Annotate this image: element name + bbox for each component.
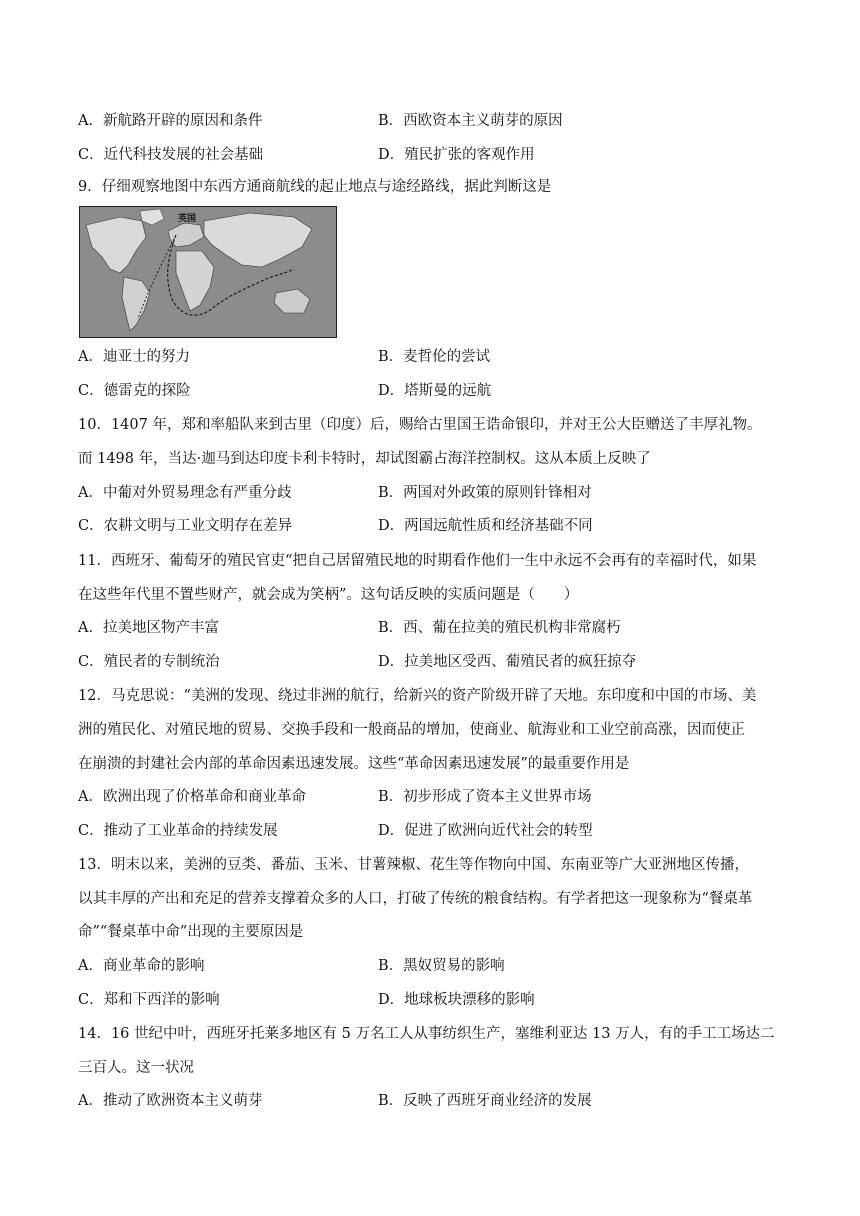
- q8-option-a[interactable]: A．新航路开辟的原因和条件: [78, 113, 263, 129]
- q10-stem-line1: 10．1407 年，郑和率船队来到古里（印度）后，赐给古里国王诰命银印，并对王公大臣赠送了丰厚礼物。: [78, 417, 762, 433]
- q11-option-c[interactable]: C．殖民者的专制统治: [78, 654, 220, 670]
- q12-stem-line1: 12．马克思说：“美洲的发现、绕过非洲的航行，给新兴的资产阶级开辟了天地。东印度和中国的市场、美: [78, 688, 757, 704]
- q12-stem-line3: 在崩溃的封建社会内部的革命因素迅速发展。这些“革命因素迅速发展”的最重要作用是: [78, 756, 630, 772]
- q11-stem-line1: 11．西班牙、葡萄牙的殖民官吏“把自己居留殖民地的时期看作他们一生中永远不会再有的幸福时代，如果: [78, 553, 757, 569]
- q10-option-a[interactable]: A．中葡对外贸易理念有严重分歧: [78, 485, 292, 501]
- map-label-england: 英国: [178, 214, 197, 224]
- q12-option-a[interactable]: A．欧洲出现了价格革命和商业革命: [78, 789, 306, 805]
- q12-option-c[interactable]: C．推动了工业革命的持续发展: [78, 823, 278, 839]
- q12-option-d[interactable]: D．促进了欧洲向近代社会的转型: [378, 823, 593, 839]
- q13-stem-line2: 以其丰厚的产出和充足的营养支撑着众多的人口，打破了传统的粮食结构。有学者把这一现象称为“餐桌革: [78, 891, 753, 907]
- q14-option-b[interactable]: B．反映了西班牙商业经济的发展: [378, 1093, 592, 1109]
- q12-stem-line2: 洲的殖民化、对殖民地的贸易、交换手段和一般商品的增加，使商业、航海业和工业空前高涨，因而使正: [78, 722, 745, 738]
- q13-stem-line1: 13．明末以来，美洲的豆类、番茄、玉米、甘薯辣椒、花生等作物向中国、东南亚等广大亚洲地区传播，: [78, 857, 749, 873]
- q14-stem-line2: 三百人。这一状况: [78, 1060, 194, 1076]
- q10-option-c[interactable]: C．农耕文明与工业文明存在差异: [78, 518, 293, 534]
- q11-option-a[interactable]: A．拉美地区物产丰富: [78, 620, 219, 636]
- q8-option-c[interactable]: C．近代科技发展的社会基础: [78, 147, 264, 163]
- world-map-figure: [79, 206, 337, 338]
- q13-option-c[interactable]: C．郑和下西洋的影响: [78, 992, 220, 1008]
- q12-option-b[interactable]: B．初步形成了资本主义世界市场: [378, 789, 592, 805]
- q11-stem-line2: 在这些年代里不置些财产，就会成为笑柄”。这句话反映的实质问题是（ ）: [78, 587, 579, 603]
- q13-stem-line3: 命”“餐桌革中命”出现的主要原因是: [78, 924, 304, 940]
- q13-option-d[interactable]: D．地球板块漂移的影响: [378, 992, 535, 1008]
- q10-stem-line2: 而 1498 年，当达·迦马到达印度卡利卡特时，却试图霸占海洋控制权。这从本质上反映了: [78, 451, 651, 467]
- q14-option-a[interactable]: A．推动了欧洲资本主义萌芽: [78, 1093, 263, 1109]
- q9-option-b[interactable]: B．麦哲伦的尝试: [378, 349, 491, 365]
- q8-option-d[interactable]: D．殖民扩张的客观作用: [378, 147, 535, 163]
- q8-option-b[interactable]: B．西欧资本主义萌芽的原因: [378, 113, 563, 129]
- q11-option-b[interactable]: B．西、葡在拉美的殖民机构非常腐朽: [378, 620, 621, 636]
- q11-option-d[interactable]: D．拉美地区受西、葡殖民者的疯狂掠夺: [378, 654, 637, 670]
- q10-option-b[interactable]: B．两国对外政策的原则针锋相对: [378, 485, 592, 501]
- q13-option-a[interactable]: A．商业革命的影响: [78, 958, 205, 974]
- q9-option-d[interactable]: D．塔斯曼的远航: [378, 383, 492, 399]
- q9-option-c[interactable]: C．德雷克的探险: [78, 383, 191, 399]
- q14-stem-line1: 14．16 世纪中叶，西班牙托莱多地区有 5 万名工人从事纺织生产，塞维利亚达 13 万人，有的手工工场达二: [78, 1026, 775, 1042]
- q9-stem: 9．仔细观察地图中东西方通商航线的起止地点与途经路线，据此判断这是: [78, 179, 552, 195]
- world-map-illustration: [80, 207, 336, 337]
- q9-option-a[interactable]: A．迪亚士的努力: [78, 349, 190, 365]
- q13-option-b[interactable]: B．黑奴贸易的影响: [378, 958, 505, 974]
- q10-option-d[interactable]: D．两国远航性质和经济基础不同: [378, 518, 593, 534]
